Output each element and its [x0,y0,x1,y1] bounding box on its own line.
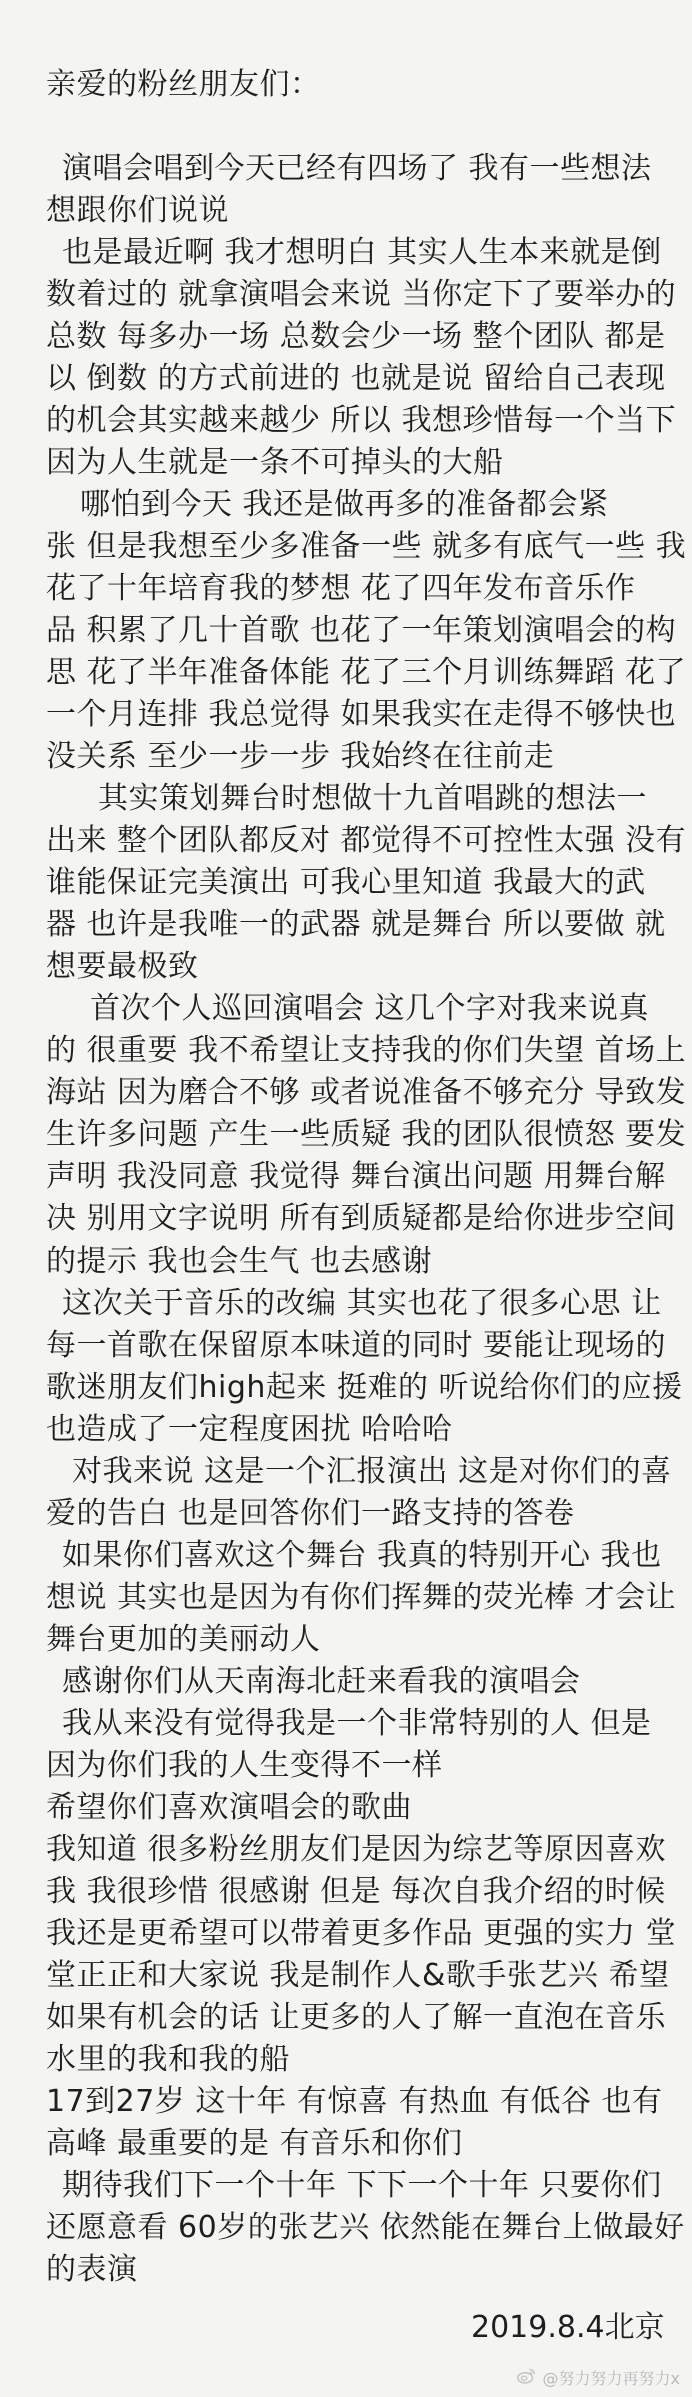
letter-line: 的机会其实越来越少 所以 我想珍惜每一个当下 [46,403,677,439]
letter-line: 海站 因为磨合不够 或者说准备不够充分 导致发 [46,1075,687,1111]
letter-line: 我 我很珍惜 很感谢 但是 每次自我介绍的时候 [46,1873,666,1909]
letter-line: 总数 每多办一场 总数会少一场 整个团队 都是 [46,319,666,355]
letter-line: 数着过的 就拿演唱会来说 当你定下了要举办的 [46,277,677,313]
letter-line: 我从来没有觉得我是一个非常特别的人 但是 [62,1705,652,1741]
letter-line: 器 也许是我唯一的武器 就是舞台 所以要做 就 [46,907,666,943]
letter-line: 出来 整个团队都反对 都觉得不可控性太强 没有 [46,823,687,859]
letter-line: 希望你们喜欢演唱会的歌曲 [46,1789,412,1825]
letter-line: 谁能保证完美演出 可我心里知道 我最大的武 [46,865,646,901]
letter-line: 感谢你们从天南海北赶来看我的演唱会 [62,1663,581,1699]
letter-line: 歌迷朋友们high起来 挺难的 听说给你们的应援 [46,1369,683,1405]
letter-line: 一个月连排 我总觉得 如果我实在走得不够快也 [46,697,677,733]
watermark-text: @努力努力再努力x [542,2369,680,2388]
letter-line: 堂正正和大家说 我是制作人&歌手张艺兴 希望 [46,1957,670,1993]
letter-line: 决 别用文字说明 所有到质疑都是给你进步空间 [46,1201,677,1237]
letter-line: 思 花了半年准备体能 花了三个月训练舞蹈 花了 [46,655,687,691]
letter-line: 还愿意看 60岁的张艺兴 依然能在舞台上做最好 [46,2209,685,2245]
letter-line: 哪怕到今天 我还是做再多的准备都会紧 [80,487,609,523]
letter-line: 亲爱的粉丝朋友们： [46,66,321,102]
signoff-date: 2019.8.4北京 [471,2310,665,2345]
letter-line: 生许多问题 产生一些质疑 我的团队很愤怒 要发 [46,1117,687,1153]
letter-line: 没关系 至少一步一步 我始终在往前走 [46,739,555,775]
letter-line: 的提示 我也会生气 也去感谢 [46,1243,433,1279]
letter-line: 声明 我没同意 我觉得 舞台演出问题 用舞台解 [46,1159,666,1195]
letter-line: 也是最近啊 我才想明白 其实人生本来就是倒 [62,235,662,271]
letter-line: 每一首歌在保留原本味道的同时 要能让现场的 [46,1327,667,1363]
letter-line: 想要最极致 [46,949,199,985]
letter-line: 对我来说 这是一个汇报演出 这是对你们的喜 [72,1453,672,1489]
letter-line: 也造成了一定程度困扰 哈哈哈 [46,1411,453,1447]
letter-line: 我还是更希望可以带着更多作品 更强的实力 堂 [46,1915,677,1951]
letter-line: 高峰 最重要的是 有音乐和你们 [46,2125,463,2161]
letter-line: 因为你们我的人生变得不一样 [46,1747,443,1783]
letter-line: 想跟你们说说 [46,193,229,228]
letter-line: 首次个人巡回演唱会 这几个字对我来说真 [90,991,650,1027]
letter-line: 其实策划舞台时想做十九首唱跳的想法一 [98,781,647,817]
letter-line: 张 但是我想至少多准备一些 就多有底气一些 我 [46,529,687,565]
letter-line: 期待我们下一个十年 下下一个十年 只要你们 [62,2167,662,2203]
letter-line: 17到27岁 这十年 有惊喜 有热血 有低谷 也有 [46,2083,663,2119]
letter-line: 想说 其实也是因为有你们挥舞的荧光棒 才会让 [46,1579,677,1615]
letter-line: 如果你们喜欢这个舞台 我真的特别开心 我也 [62,1537,662,1573]
letter-line: 如果有机会的话 让更多的人了解一直泡在音乐 [46,1999,667,2035]
letter-line: 爱的告白 也是回答你们一路支持的答卷 [46,1495,575,1531]
letter-line: 这次关于音乐的改编 其实也花了很多心思 让 [62,1285,662,1321]
letter-line: 品 积累了几十首歌 也花了一年策划演唱会的构 [46,613,677,649]
letter-line: 以 倒数 的方式前进的 也就是说 留给自己表现 [46,361,666,397]
letter-line: 的表演 [46,2251,138,2287]
letter-line: 水里的我和我的船 [46,2041,290,2077]
watermark [515,2365,680,2393]
weibo-icon [515,2365,537,2393]
letter-line: 花了十年培育我的梦想 花了四年发布音乐作 [46,571,636,607]
letter-line: 我知道 很多粉丝朋友们是因为综艺等原因喜欢 [46,1831,667,1867]
letter-line: 演唱会唱到今天已经有四场了 我有一些想法 [62,150,652,186]
letter-line: 因为人生就是一条不可掉头的大船 [46,445,504,481]
letter-line: 的 很重要 我不希望让支持我的你们失望 首场上 [46,1033,687,1069]
letter-line: 舞台更加的美丽动人 [46,1621,321,1657]
